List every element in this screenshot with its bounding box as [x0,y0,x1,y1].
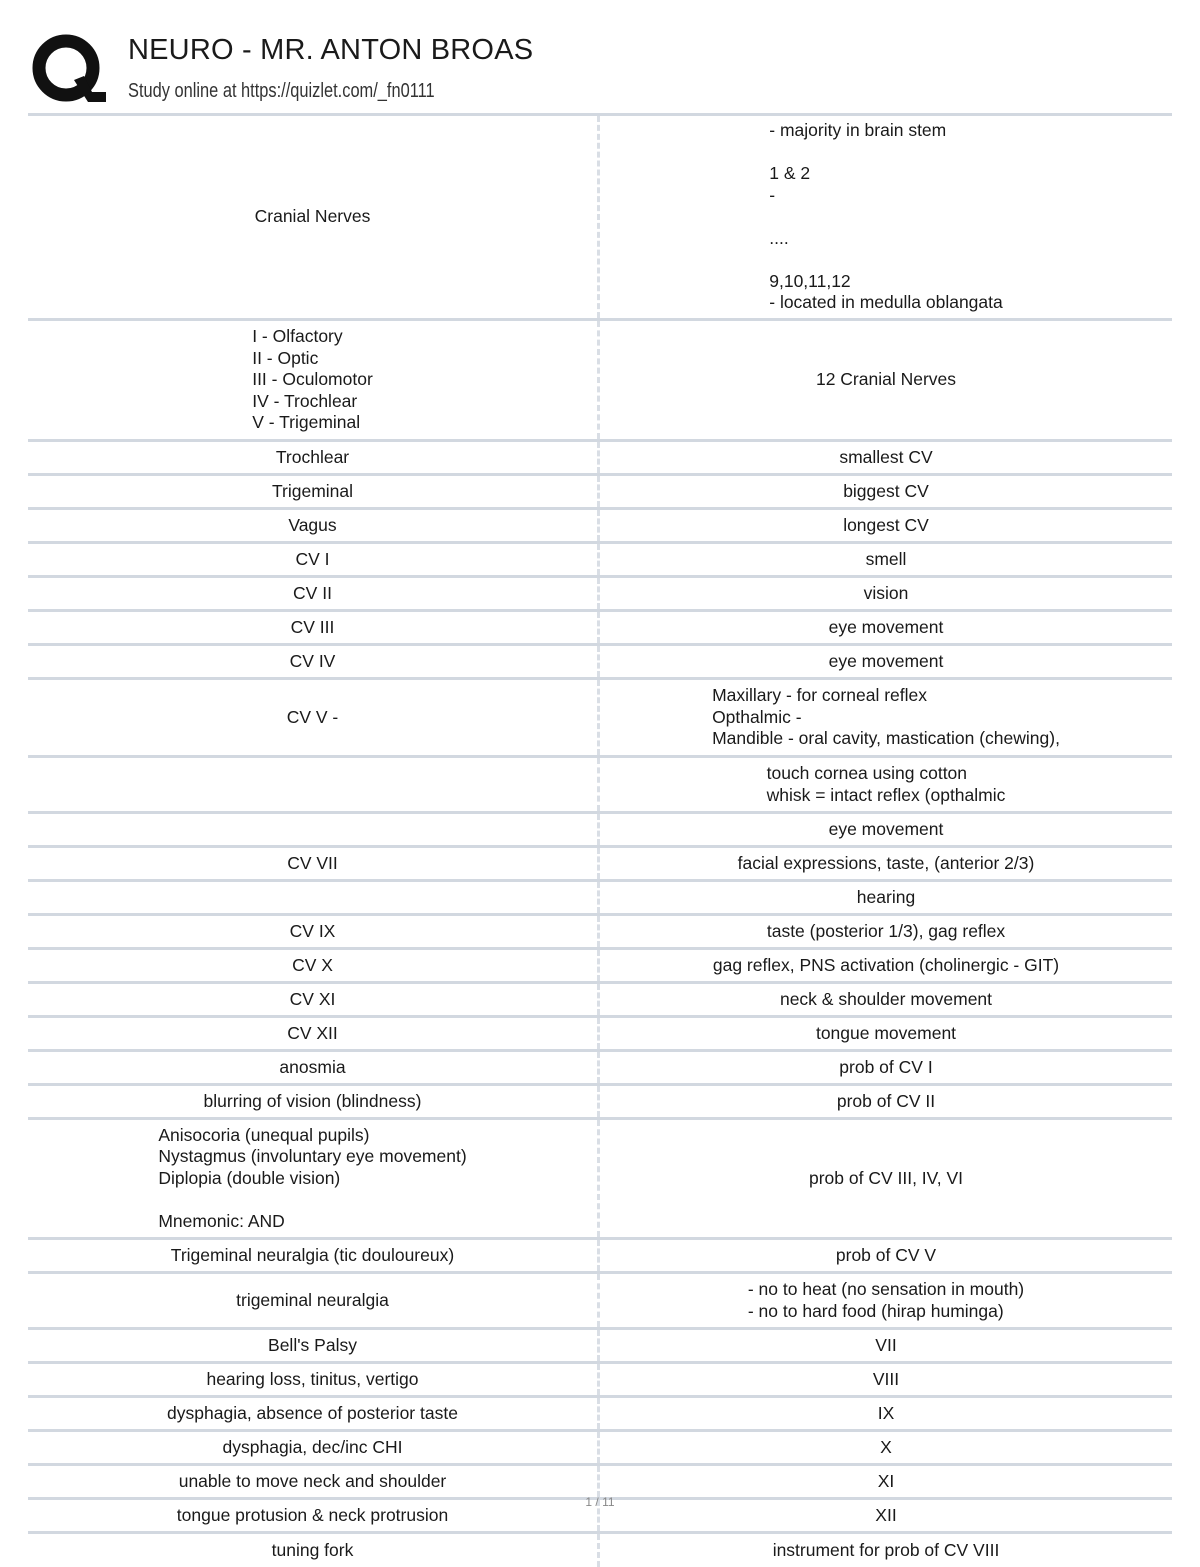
term-text: dysphagia, absence of posterior taste [167,1402,458,1423]
flashcard-term [28,544,600,575]
term-text: Trigeminal [271,480,354,501]
term-text: CV II [293,582,332,603]
term-text: Bell's Palsy [268,1334,357,1355]
flashcard-term [28,848,600,879]
definition-text: X [880,1436,892,1457]
term-text: tongue protusion & neck protrusion [176,1504,449,1525]
flashcard-definition [600,814,1172,845]
definition-text: longest CV [843,514,929,535]
flashcard-definition [600,950,1172,981]
flashcard-term [28,612,600,643]
flashcard-definition [600,646,1172,677]
flashcard-row [28,507,1172,541]
flashcard-definition [600,476,1172,507]
flashcard-term [28,442,600,473]
study-online-link[interactable]: Study online at https://quizlet.com/_fn0111 [128,80,435,102]
flashcard-term [28,758,600,811]
term-text: tuning fork [271,1539,354,1560]
definition-text: prob of CV I [839,1056,933,1077]
term-text: Anisocoria (unequal pupils) Nystagmus (involuntary eye movement) Diplopia (double vision) Mnemonic: AND [158,1124,467,1231]
flashcard-term [28,1240,600,1271]
flashcard-definition [600,578,1172,609]
flashcard-definition [600,916,1172,947]
flashcard-definition [600,1052,1172,1083]
flashcard-definition [600,1018,1172,1049]
flashcard-definition [600,1432,1172,1463]
flashcard-row [28,541,1172,575]
flashcard-row [28,318,1172,439]
flashcard-term [28,916,600,947]
term-text: unable to move neck and shoulder [178,1470,447,1491]
term-text: Cranial Nerves [254,206,371,227]
flashcard-definition [600,612,1172,643]
flashcard-term [28,116,600,318]
flashcard-definition [600,442,1172,473]
flashcard-term [28,578,600,609]
definition-text: eye movement [828,818,944,839]
flashcard-term [28,1534,600,1567]
definition-text: XII [875,1504,897,1525]
term-text: CV V - [286,706,339,727]
page-header [30,28,1170,108]
flashcard-term [28,646,600,677]
page-title: NEURO - MR. ANTON BROAS [128,34,534,66]
flashcard-definition [600,1534,1172,1567]
term-text: CV XII [287,1022,338,1043]
flashcard-row [28,1049,1172,1083]
flashcard-row [28,755,1172,811]
flashcard-term [28,680,600,755]
definition-text: smell [865,548,907,569]
flashcard-row [28,643,1172,677]
term-text: CV VII [287,852,338,873]
term-text: Vagus [288,514,337,535]
definition-text: Maxillary - for corneal reflex Opthalmic - Mandible - oral cavity, mastication (chewing), [712,685,1060,749]
flashcard-term [28,321,600,439]
definition-text: biggest CV [843,480,929,501]
flashcard-row [28,439,1172,473]
definition-text: IX [877,1402,895,1423]
page-number: 1 / 11 [585,1495,615,1509]
flashcard-term [28,1274,600,1327]
flashcard-row [28,913,1172,947]
definition-text: prob of CV V [835,1244,937,1265]
term-text: CV IX [289,920,336,941]
flashcard-definition [600,758,1172,811]
definition-text: XI [877,1470,895,1491]
flashcard-row [28,879,1172,913]
definition-text: VII [875,1334,897,1355]
definition-text: prob of CV III, IV, VI [808,1167,963,1188]
definition-text: tongue movement [815,1022,957,1043]
flashcard-row [28,1429,1172,1463]
flashcard-definition [600,882,1172,913]
flashcard-row [28,1015,1172,1049]
flashcard-definition [600,1330,1172,1361]
term-text: blurring of vision (blindness) [203,1090,422,1111]
term-text: CV XI [289,988,336,1009]
term-text: CV I [295,548,330,569]
definition-text: VIII [872,1368,900,1389]
definition-text: gag reflex, PNS activation (cholinergic - GIT) [712,954,1060,975]
flashcard-definition [600,984,1172,1015]
definition-text: taste (posterior 1/3), gag reflex [766,920,1006,941]
term-text: anosmia [279,1056,346,1077]
flashcard-definition [600,1274,1172,1327]
flashcard-definition [600,848,1172,879]
flashcard-term [28,1120,600,1237]
flashcard-row [28,1327,1172,1361]
flashcard-term [28,984,600,1015]
flashcard-row [28,113,1172,318]
term-text: hearing loss, tinitus, vertigo [206,1368,419,1389]
flashcard-term [28,1330,600,1361]
flashcard-row [28,1463,1172,1497]
flashcard-definition [600,680,1172,755]
definition-text: facial expressions, taste, (anterior 2/3) [737,852,1035,873]
flashcard-term [28,1052,600,1083]
definition-text: vision [863,582,909,603]
flashcard-row [28,811,1172,845]
flashcard-definition [600,1364,1172,1395]
definition-text: eye movement [828,616,944,637]
definition-text: instrument for prob of CV VIII [772,1539,1000,1560]
flashcard-row [28,947,1172,981]
definition-text: hearing [856,886,916,907]
flashcard-row [28,1271,1172,1327]
quizlet-logo-icon [30,30,106,106]
flashcard-definition [600,510,1172,541]
flashcard-definition [600,1120,1172,1237]
term-text: Trochlear [275,446,350,467]
definition-text: smallest CV [839,446,933,467]
flashcard-term [28,1466,600,1497]
term-text: CV IV [289,650,336,671]
flashcard-term [28,882,600,913]
flashcard-list [28,113,1172,1567]
definition-text: 12 Cranial Nerves [815,369,957,390]
flashcard-row [28,1361,1172,1395]
flashcard-term [28,510,600,541]
definition-text: neck & shoulder movement [779,988,993,1009]
flashcard-row [28,1083,1172,1117]
term-text: dysphagia, dec/inc CHI [222,1436,403,1457]
flashcard-term [28,814,600,845]
term-text: Trigeminal neuralgia (tic douloureux) [170,1244,455,1265]
flashcard-row [28,981,1172,1015]
flashcard-definition [600,1240,1172,1271]
definition-text: prob of CV II [836,1090,936,1111]
flashcard-definition [600,116,1172,318]
flashcard-term [28,1086,600,1117]
term-text: CV III [290,616,335,637]
term-text: CV X [292,954,333,975]
definition-text: - no to heat (no sensation in mouth) - no to hard food (hirap huminga) [747,1279,1025,1321]
flashcard-row [28,1531,1172,1567]
flashcard-row [28,1117,1172,1237]
definition-text: touch cornea using cotton whisk = intact reflex (opthalmic [766,763,1006,805]
flashcard-term [28,1432,600,1463]
term-text: trigeminal neuralgia [236,1289,389,1310]
flashcard-term [28,950,600,981]
term-text: I - Olfactory II - Optic III - Oculomotor IV - Trochlear V - Trigeminal [252,326,373,433]
flashcard-term [28,1398,600,1429]
flashcard-row [28,677,1172,755]
flashcard-definition [600,1466,1172,1497]
flashcard-definition [600,1398,1172,1429]
definition-text: eye movement [828,650,944,671]
flashcard-definition [600,321,1172,439]
flashcard-row [28,575,1172,609]
flashcard-term [28,1018,600,1049]
flashcard-term [28,476,600,507]
definition-text: - majority in brain stem 1 & 2 - .... 9,10,11,12 - located in medulla oblangata [769,120,1003,313]
flashcard-row [28,609,1172,643]
flashcard-definition [600,544,1172,575]
flashcard-row [28,473,1172,507]
flashcard-row [28,1237,1172,1271]
flashcard-row [28,1395,1172,1429]
flashcard-definition [600,1086,1172,1117]
flashcard-term [28,1364,600,1395]
flashcard-row [28,845,1172,879]
